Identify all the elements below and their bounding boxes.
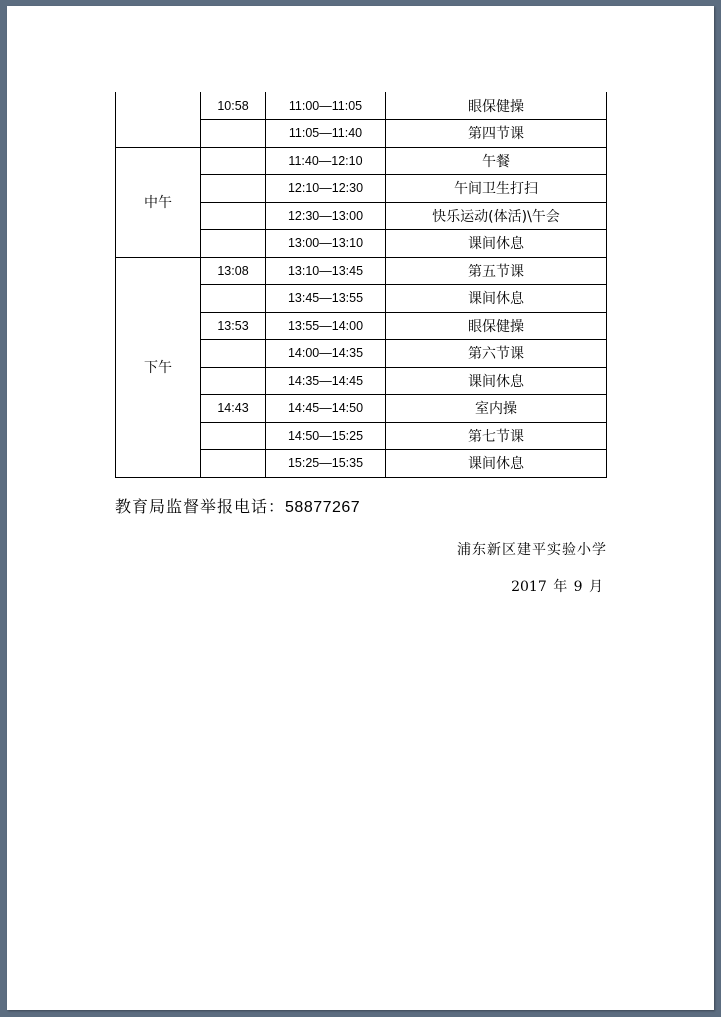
time-range-cell: 14:50—15:25 — [266, 422, 386, 450]
time-range-cell: 14:35—14:45 — [266, 367, 386, 395]
activity-cell: 第六节课 — [386, 340, 607, 368]
period-cell-noon: 中午 — [116, 147, 201, 257]
activity-cell: 午餐 — [386, 147, 607, 175]
time-range-cell: 12:30—13:00 — [266, 202, 386, 230]
bell-time-cell — [201, 422, 266, 450]
hotline-line — [115, 494, 360, 517]
period-cell-afternoon: 下午 — [116, 257, 201, 477]
activity-cell: 第四节课 — [386, 120, 607, 148]
time-range-cell: 12:10—12:30 — [266, 175, 386, 203]
bell-time-cell — [201, 285, 266, 313]
time-range-cell: 13:00—13:10 — [266, 230, 386, 258]
activity-cell: 课间休息 — [386, 285, 607, 313]
bell-time-cell: 13:53 — [201, 312, 266, 340]
time-range-cell: 14:45—14:50 — [266, 395, 386, 423]
table-row — [116, 92, 607, 120]
time-range-cell: 15:25—15:35 — [266, 450, 386, 478]
activity-cell: 眼保健操 — [386, 92, 607, 120]
table-row — [116, 147, 607, 175]
document-page — [7, 6, 714, 1010]
time-range-cell: 13:10—13:45 — [266, 257, 386, 285]
time-range-cell: 14:00—14:35 — [266, 340, 386, 368]
hotline-number: 58877267 — [285, 499, 361, 516]
hotline-label: 教育局监督举报电话： — [115, 497, 286, 516]
document-date: 2017 年 9 月 — [511, 579, 603, 595]
activity-cell: 第七节课 — [386, 422, 607, 450]
activity-cell: 眼保健操 — [386, 312, 607, 340]
time-range-cell: 13:55—14:00 — [266, 312, 386, 340]
activity-cell: 室内操 — [386, 395, 607, 423]
school-name: 浦东新区建平实验小学 — [457, 542, 607, 558]
activity-cell: 快乐运动(体活)\午会 — [386, 202, 607, 230]
time-range-cell: 11:05—11:40 — [266, 120, 386, 148]
activity-cell: 第五节课 — [386, 257, 607, 285]
activity-cell: 课间休息 — [386, 230, 607, 258]
table-row — [116, 257, 607, 285]
bell-time-cell — [201, 450, 266, 478]
bell-time-cell — [201, 147, 266, 175]
bell-time-cell — [201, 175, 266, 203]
bell-time-cell — [201, 230, 266, 258]
time-range-cell: 11:00—11:05 — [266, 92, 386, 120]
bell-time-cell: 14:43 — [201, 395, 266, 423]
time-range-cell: 11:40—12:10 — [266, 147, 386, 175]
bell-time-cell — [201, 367, 266, 395]
activity-cell: 课间休息 — [386, 450, 607, 478]
bell-time-cell: 13:08 — [201, 257, 266, 285]
bell-time-cell — [201, 340, 266, 368]
bell-time-cell: 10:58 — [201, 92, 266, 120]
activity-cell: 午间卫生打扫 — [386, 175, 607, 203]
bell-time-cell — [201, 120, 266, 148]
activity-cell: 课间休息 — [386, 367, 607, 395]
bell-time-cell — [201, 202, 266, 230]
period-cell-morning-continued — [116, 92, 201, 147]
schedule-table — [115, 92, 607, 478]
time-range-cell: 13:45—13:55 — [266, 285, 386, 313]
